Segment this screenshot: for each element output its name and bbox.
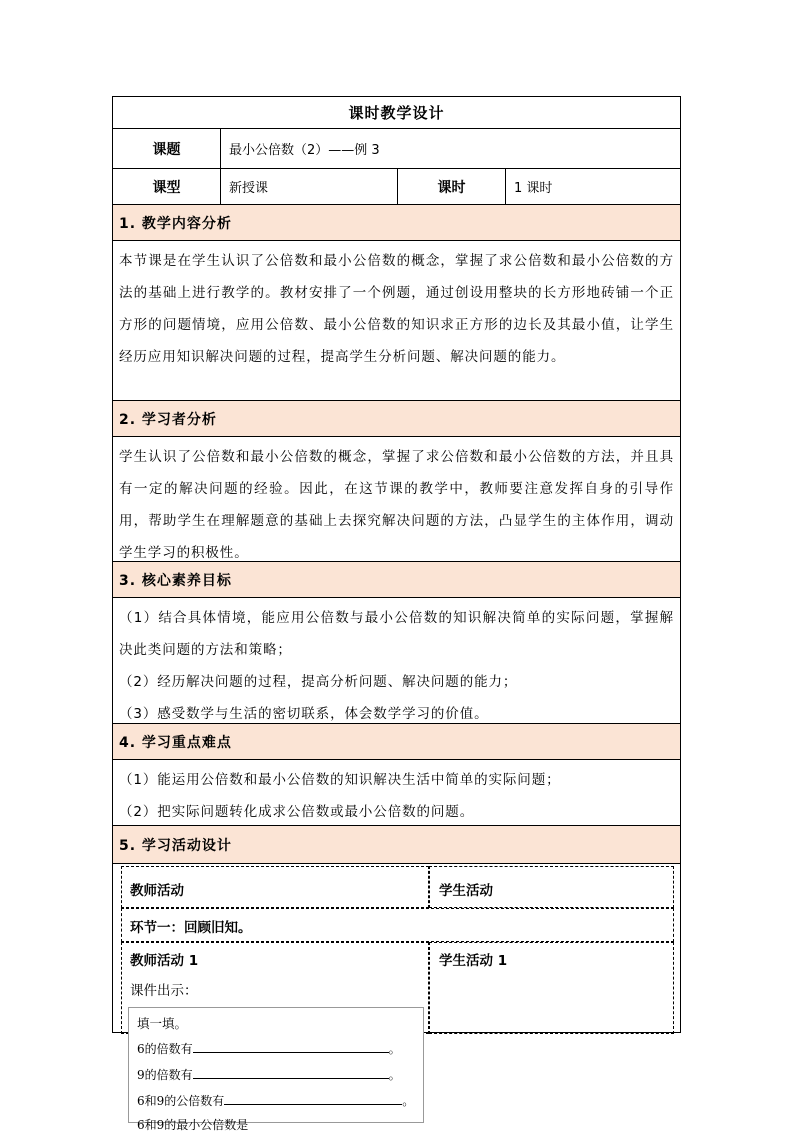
answer-blank [193,1078,389,1079]
section-4-heading [113,724,680,760]
exercise-line-4-text: 6和9的最小公倍数是 [137,1118,249,1132]
exercise-line-2-text: 9的倍数有 [137,1068,193,1082]
period-mark: 。 [388,1042,401,1056]
step-1-cell [121,908,674,942]
hours-label: 课时 [398,169,506,204]
student-header: 学生活动 [439,883,493,899]
section-4-body [113,760,680,826]
teacher-header: 教师活动 [130,883,184,899]
type-value: 新授课 [221,169,398,204]
teacher-header-cell [121,866,429,908]
section-1-body [113,241,680,401]
section-3-heading [113,562,680,598]
exercise-line-2 [137,1066,401,1083]
type-row [113,169,680,205]
section-4-title: 4. 学习重点难点 [119,734,232,751]
topic-label: 课题 [113,129,221,168]
teacher-activity-1: 教师活动 1 [130,953,199,969]
section-2-heading [113,401,680,437]
answer-blank [224,1104,402,1105]
exercise-line-3 [137,1092,414,1109]
section-1-title: 1. 教学内容分析 [119,215,232,232]
page-title: 课时教学设计 [348,104,445,122]
exercise-heading: 填一填。 [137,1016,188,1031]
section-4-item-2: （2）把实际问题转化成求公倍数或最小公倍数的问题。 [119,804,475,820]
section-5-title: 5. 学习活动设计 [119,837,232,854]
section-4-item-1: （1）能运用公倍数和最小公倍数的知识解决生活中简单的实际问题； [119,772,561,788]
section-3-item-2: （2）经历解决问题的过程，提高分析问题、解决问题的能力； [119,674,518,690]
section-3-title: 3. 核心素养目标 [119,572,232,589]
type-label: 课型 [113,169,221,204]
section-3-body [113,598,680,724]
section-1-heading [113,205,680,241]
lesson-design-table [112,96,681,1033]
hours-value: 1 课时 [514,181,553,196]
section-2-body [113,437,680,562]
step-1-text [130,916,252,936]
exercise-line-4 [137,1116,248,1133]
section-5-heading [113,826,680,864]
student-header-cell [429,866,674,908]
period-mark: 。 [388,1068,401,1082]
topic-value: 最小公倍数（2）——例 3 [229,143,380,158]
section-2-title: 2. 学习者分析 [119,411,217,428]
exercise-line-3-text: 6和9的公倍数有 [137,1094,225,1108]
exercise-line-1-text: 6的倍数有 [137,1042,193,1056]
exercise-line-1 [137,1040,401,1057]
step-1-label: 环节一：回顾旧知。 [130,920,252,936]
answer-blank [193,1052,389,1053]
fill-in-exercise-box [128,1007,424,1132]
student-activity-1: 学生活动 1 [439,953,508,969]
period-mark: 。 [402,1094,415,1108]
topic-row [113,129,680,169]
section-3-item-1: （1）结合具体情境，能应用公倍数与最小公倍数的知识解决简单的实际问题，掌握解决此类问题的方法和策略； [119,610,674,658]
section-3-item-3: （3）感受数学与生活的密切联系，体会数学学习的价值。 [119,706,489,722]
student-activity-1-cell [429,942,674,1034]
section-1-text: 本节课是在学生认识了公倍数和最小公倍数的概念，掌握了求公倍数和最小公倍数的方法的基础上进行教学的。教材安排了一个例题，通过创设用整块的长方形地砖铺一个正方形的问题情境，应用公倍数、最小公倍数的知识求正方形的边长及其最小值，让学生经历应用知识解决问题的过程，提高学生分析问题、解决问题的能力。 [119,253,674,365]
section-2-text: 学生认识了公倍数和最小公倍数的概念，掌握了求公倍数和最小公倍数的方法，并且具有一定的解决问题的经验。因此，在这节课的教学中，教师要注意发挥自身的引导作用，帮助学生在理解题意的基础上去探究解决问题的方法，凸显学生的主体作用，调动学生学习的积极性。 [119,449,674,561]
courseware-label: 课件出示： [130,983,198,999]
table-title-row [113,97,680,129]
